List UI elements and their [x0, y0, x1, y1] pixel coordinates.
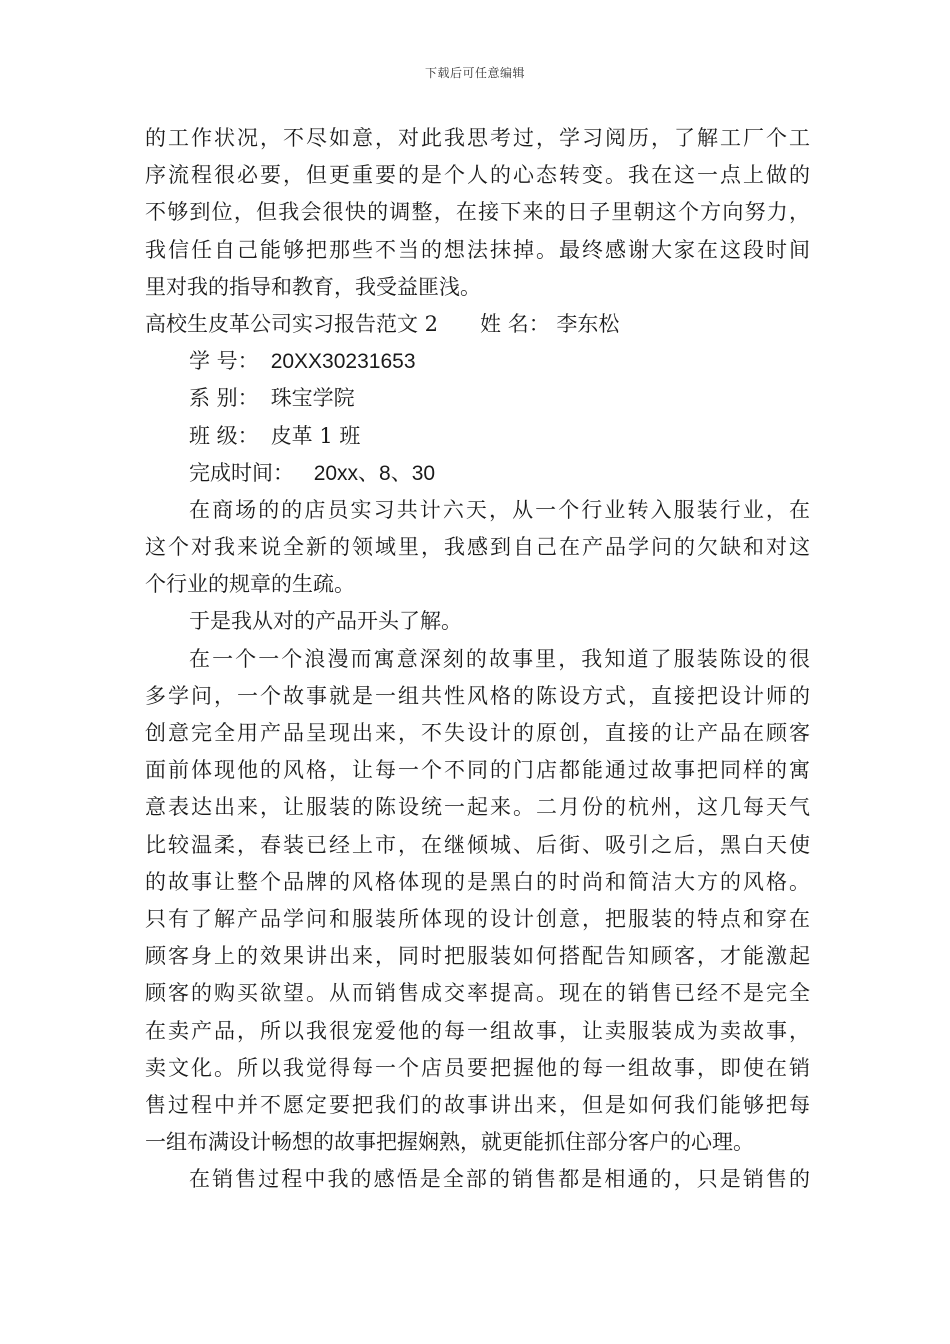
- paragraph-1: [145, 120, 810, 306]
- text-line: 一组布满设计畅想的故事把握娴熟，就更能抓住部分客户的心理。: [145, 1130, 754, 1155]
- text-line: 只有了解产品学问和服装所体现的设计创意，把服装的特点和穿在: [145, 906, 810, 931]
- text-line: 的工作状况，不尽如意，对此我思考过，学习阅历，了解工厂个工: [145, 126, 810, 150]
- text-line: 卖文化。所以我觉得每一个店员要把握他的每一组故事，即使在销: [145, 1055, 810, 1080]
- class-value: 皮革 1 班: [270, 423, 361, 448]
- document-body: [145, 120, 810, 1198]
- info-label: 学 号：: [189, 349, 259, 374]
- text-line: 顾客身上的效果讲出来，同时把服装如何搭配告知顾客，才能激起: [145, 944, 810, 969]
- text-line: 个行业的规章的生疏。: [145, 572, 355, 597]
- text-line: 在销售过程中我的感悟是全部的销售都是相通的，只是销售的: [189, 1167, 810, 1192]
- name-value: 李东松: [556, 311, 620, 336]
- text-line: 于是我从对的产品开头了解。: [189, 609, 462, 634]
- text-line: 的故事让整个品牌的风格体现的是黑白的时尚和简洁大方的风格。: [145, 869, 810, 894]
- text-line: 顾客的购买欲望。从而销售成交率提高。现在的销售已经不是完全: [145, 981, 810, 1006]
- department-value: 珠宝学院: [270, 386, 355, 411]
- paragraph-5: [145, 1161, 810, 1198]
- info-label: 完成时间：: [189, 460, 294, 485]
- completion-date-line: [145, 455, 810, 492]
- report-title: 高校生皮革公司实习报告范文 2: [145, 311, 439, 336]
- text-line: 多学问，一个故事就是一组共性风格的陈设方式，直接把设计师的: [145, 683, 810, 708]
- text-line: 我信任自己能够把那些不当的想法抹掉。最终感谢大家在这段时间: [145, 237, 810, 262]
- text-line: 售过程中并不愿定要把我们的故事讲出来，但是如何我们能够把每: [145, 1092, 810, 1117]
- student-id-line: [145, 343, 810, 380]
- report-title-line: [145, 306, 810, 343]
- info-label: 班 级：: [189, 423, 259, 448]
- text-line: 意表达出来，让服装的陈设统一起来。二月份的杭州，这几每天气: [145, 795, 810, 820]
- completion-date-value: 20xx、8、30: [313, 461, 436, 485]
- department-line: [145, 380, 810, 417]
- info-label: 系 别：: [189, 386, 259, 411]
- text-line: 里对我的指导和教育，我受益匪浅。: [145, 274, 481, 299]
- text-line: 面前体现他的风格，让每一个不同的门店都能通过故事把同样的寓: [145, 758, 810, 783]
- page-header-note: 下载后可任意编辑: [424, 66, 525, 80]
- text-line: 在一个一个浪漫而寓意深刻的故事里，我知道了服装陈设的很: [189, 646, 810, 671]
- paragraph-2: [145, 492, 810, 604]
- student-id-value: 20XX30231653: [270, 350, 416, 374]
- text-line: 在商场的的店员实习共计六天，从一个行业转入服装行业，在: [189, 497, 810, 522]
- paragraph-3: [145, 603, 810, 640]
- paragraph-4: [145, 641, 810, 1162]
- text-line: 创意完全用产品呈现出来，不失设计的原创，直接的让产品在顾客: [145, 721, 810, 745]
- text-line: 序流程很必要，但更重要的是个人的心态转变。我在这一点上做的: [145, 163, 810, 188]
- text-line: 比较温柔，春装已经上市，在继倾城、后街、吸引之后，黑白天使: [145, 832, 810, 857]
- text-line: 在卖产品，所以我很宠爱他的每一组故事，让卖服装成为卖故事，: [145, 1018, 810, 1043]
- class-line: [145, 418, 810, 455]
- text-line: 这个对我来说全新的领域里，我感到自己在产品学问的欠缺和对这: [145, 535, 810, 560]
- text-line: 不够到位，但我会很快的调整，在接下来的日子里朝这个方向努力，: [145, 200, 810, 225]
- name-label: 姓 名：: [480, 311, 550, 336]
